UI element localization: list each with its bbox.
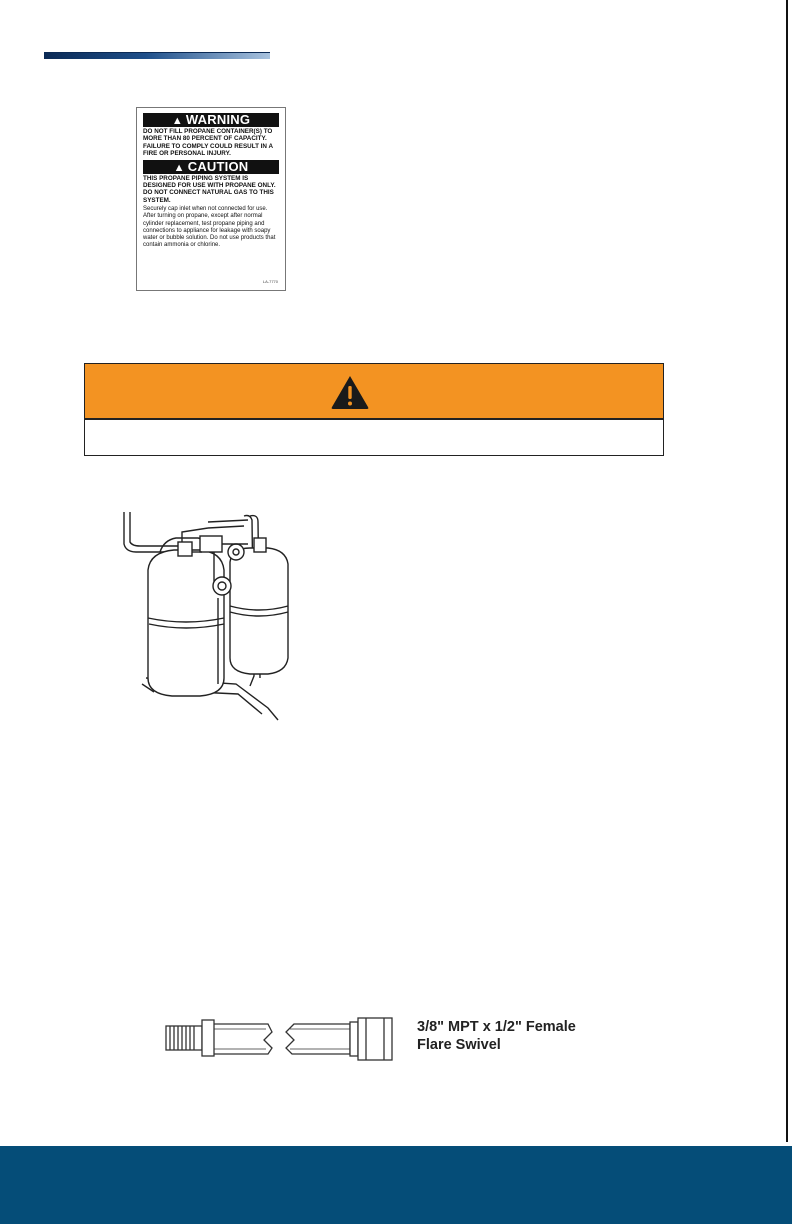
label-code: LA-7770 [262,279,278,284]
hose-diagram [164,1012,400,1062]
propane-tanks-illustration [118,508,308,726]
propane-warning-label [136,107,286,291]
warning-triangle-icon [330,374,370,410]
warning-band [85,364,663,418]
label-warning-heading [143,113,279,127]
label-caution-heading [143,160,279,174]
label-caution-text-upper: THIS PROPANE PIPING SYSTEM IS DESIGNED FOR USE WITH PROPANE ONLY. DO NOT CONNECT NATURAL GAS TO THIS SYSTEM. [143,174,276,204]
hose-caption [417,1018,577,1054]
warning-box-divider [85,418,663,420]
label-caution-heading-text: CAUTION [187,158,249,174]
footer-band [0,1146,792,1224]
hose-caption-line2: Flare Swivel [417,1037,501,1053]
label-warning-text: DO NOT FILL PROPANE CONTAINER(S) TO MORE THAN 80 PERCENT OF CAPACITY. FAILURE TO COMPLY COULD RESULT IN A FIRE OR PERSONAL INJURY. [143,128,273,158]
page-edge-line [786,0,788,1142]
hose-caption-line1: 3/8" MPT x 1/2" Female [417,1019,576,1035]
warning-box [84,363,664,456]
label-caution-text-lower: Securely cap inlet when not connected for use. After turning on propane, except after normal cylinder replacement, test propane piping and connections to appliance for leakage with soapy water or bubble solution. Do not use products that contain ammonia or chlorine. [143,206,276,249]
caution-triangle-icon: ▲ [173,161,185,174]
warning-triangle-icon: ▲ [171,115,183,127]
label-warning-heading-text: WARNING [185,112,251,127]
header-accent-bar [44,53,270,59]
